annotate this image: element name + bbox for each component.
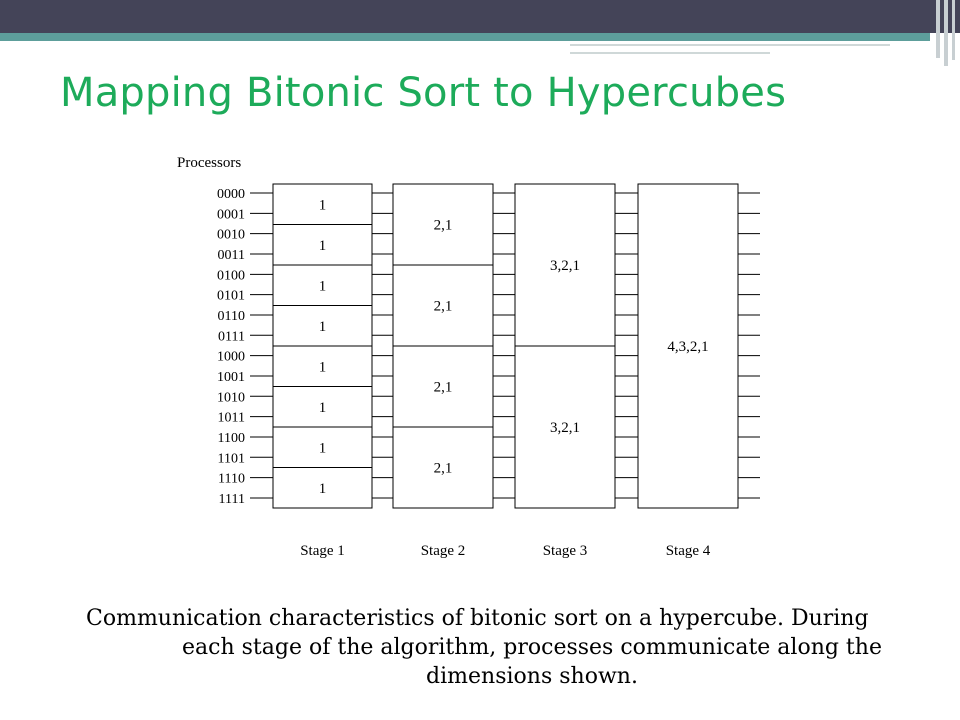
caption-line-3: dimensions shown. xyxy=(426,664,638,689)
processor-label: 0101 xyxy=(217,288,245,304)
processor-label: 1100 xyxy=(217,430,245,446)
stage-1-block-label: 1 xyxy=(318,480,327,497)
processor-label: 0000 xyxy=(217,187,245,202)
stage-3-block-label: 3,2,1 xyxy=(550,258,580,274)
stage-4-block-label: 4,3,2,1 xyxy=(667,339,709,355)
slide-caption xyxy=(86,604,936,691)
processor-label: 0110 xyxy=(217,308,245,324)
processor-label: 0010 xyxy=(217,227,245,243)
processor-label: 0100 xyxy=(217,268,245,284)
processor-labels xyxy=(217,187,245,507)
stage-3-label: Stage 3 xyxy=(542,543,588,559)
processor-label: 1011 xyxy=(217,410,245,426)
stage-2-block-label: 2,1 xyxy=(433,298,453,315)
processor-label: 1000 xyxy=(217,349,245,365)
processor-label: 0011 xyxy=(217,247,245,263)
caption-line-2: each stage of the algorithm, processes communicate along the xyxy=(182,635,882,660)
stage-blocks xyxy=(273,184,738,559)
processor-label: 1101 xyxy=(217,451,245,467)
processors-label: Processors xyxy=(177,155,242,171)
stage-4-label: Stage 4 xyxy=(665,543,711,559)
stage-2-block-label: 2,1 xyxy=(433,460,453,477)
stage-1-block-label: 1 xyxy=(318,359,327,376)
processor-label: 0001 xyxy=(217,207,245,223)
stage-1-block-label: 1 xyxy=(318,318,327,335)
stage-1-block-label: 1 xyxy=(318,278,327,295)
caption-line-1: Communication characteristics of bitonic sort on a hypercube. During xyxy=(86,606,869,631)
processor-label: 0111 xyxy=(218,329,245,345)
stage-1-block-label: 1 xyxy=(318,440,327,457)
stage-3-block-label: 3,2,1 xyxy=(550,420,580,436)
stage-2-block-label: 2,1 xyxy=(433,379,453,396)
processor-label: 1010 xyxy=(217,390,245,406)
stage-1-block-label: 1 xyxy=(318,399,327,416)
stage-2-block-label: 2,1 xyxy=(433,217,453,234)
slide-title: Mapping Bitonic Sort to Hypercubes xyxy=(60,70,787,116)
processor-label: 1111 xyxy=(218,491,245,507)
stage-2-label: Stage 2 xyxy=(420,543,466,559)
processor-label: 1001 xyxy=(217,369,245,385)
stage-1-block-label: 1 xyxy=(318,197,327,214)
processor-label: 1110 xyxy=(218,471,245,487)
stage-1-label: Stage 1 xyxy=(300,543,345,559)
stage-1-block-label: 1 xyxy=(318,237,327,254)
